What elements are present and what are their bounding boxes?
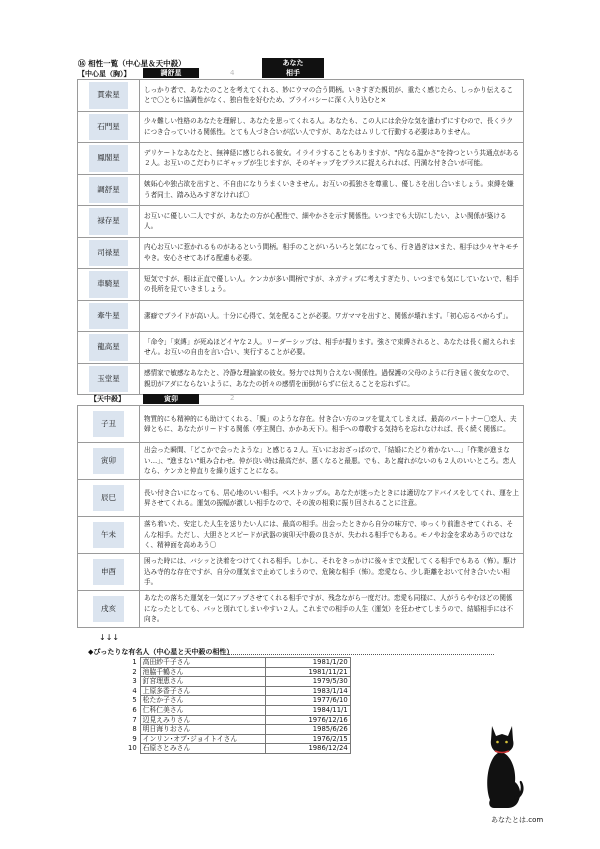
famous-birthdate: 1986/12/24 [265, 744, 350, 754]
star-row [78, 332, 524, 364]
down-arrows: ↓↓↓ [99, 633, 120, 642]
black-cat-illustration [482, 720, 526, 812]
tenchu-row-description: 長い付き合いになっても、居心地のいい相手。ベストカップル。あなたが迷ったときには適切なアドバイスをしてくれ、運を上昇させてくれる。運気の振幅が激しい相手なので、その波の相乗に振り回されることに注意。 [140, 480, 524, 517]
famous-number: 7 [132, 715, 137, 724]
famous-number: 5 [132, 696, 137, 705]
tenchu-row-name: 寅卯 [93, 448, 124, 475]
star-row-description: 「命令」「束縛」が死ぬほどイヤな２人。リーダーシップは、相手が握ります。強さで束縛されると、あなたは長く耐えられません。お互いの自由を言い合い、実行することが必要。 [140, 332, 524, 364]
tenchu-row-description: 出会った瞬間、「どこかで会ったような」と感じる２人。互いにおおざっぱので、「結婚にたどり着かない…」「作業が進まない…」、"進まない"組み合わせ。仲が良い時は最高だが、悪くなると最悪。でも、あと腐れがないのも２人のいいところ。恋人なら、ケンカと仲直りを繰り返すことになる。 [140, 443, 524, 480]
tenchu-row-name-cell [78, 443, 140, 480]
tenchu-row [78, 406, 524, 443]
you-tenchu-value: 寅卯 [143, 394, 199, 404]
page-title: ⑯ 相性一覧（中心星＆天中殺） [78, 59, 186, 68]
star-row-name-cell [78, 332, 140, 364]
tenchu-row [78, 443, 524, 480]
star-row-description: しっかり者で、あなたのことを考えてくれる、妙にウマの合う間柄。いきすぎた親切が、重たく感じたら、しっかり伝えることで〇ともに協調性がなく、独自性を好むため、プライバシーに深く入り込むと× [140, 80, 524, 112]
tenchu-number: 2 [230, 394, 235, 402]
famous-person: インリン･オブ･ジョイトイさん [140, 734, 265, 744]
star-row-name-cell [78, 174, 140, 206]
famous-people-table [126, 657, 351, 754]
tenchu-row-name: 辰巳 [93, 485, 124, 512]
famous-row [126, 696, 350, 706]
star-row-name-cell [78, 269, 140, 301]
famous-person: 明日海りおさん [140, 725, 265, 735]
tenchu-row-name: 申酉 [93, 559, 124, 586]
chushinsei-number: 4 [230, 69, 235, 77]
tenchu-row-name-cell [78, 517, 140, 554]
famous-number: 4 [132, 686, 137, 695]
star-row-name-cell [78, 143, 140, 175]
star-row-name: 禄存星 [89, 208, 128, 235]
famous-birthdate: 1976/12/16 [265, 715, 350, 725]
famous-row [126, 725, 350, 735]
star-row [78, 143, 524, 175]
famous-birthdate: 1976/2/15 [265, 734, 350, 744]
famous-row [126, 677, 350, 687]
famous-person: 仁科仁美さん [140, 705, 265, 715]
star-row-name-cell [78, 363, 140, 395]
famous-number: 10 [128, 744, 137, 753]
star-row-name: 牽牛星 [89, 303, 128, 330]
you-chushinsei-value: 調舒星 [143, 68, 199, 78]
star-row-name-cell [78, 111, 140, 143]
partner-label: 相手 [262, 68, 324, 78]
site-name: あなたとは.com [491, 816, 544, 824]
tenchu-row-name: 戌亥 [93, 596, 124, 623]
dotted-divider [228, 654, 494, 655]
famous-person: 釘宮理恵さん [140, 677, 265, 687]
famous-row [126, 686, 350, 696]
famous-birthdate: 1981/1/20 [265, 658, 350, 668]
star-row-name-cell [78, 206, 140, 238]
star-row [78, 269, 524, 301]
star-row-name: 龍高星 [89, 334, 128, 361]
famous-birthdate: 1983/1/14 [265, 686, 350, 696]
tenchu-row-description: 困った時には、バシッと決着をつけてくれる相手。しかし、それをきっかけに後々まで支配してくる相手でもある（怖）。駆け込み寺的な存在ですが、自分の運気まで止めてしまうので、危険な相手（怖）。恋愛なら、少し距離をおいて付き合いたい相手。 [140, 554, 524, 591]
star-row [78, 363, 524, 395]
star-row [78, 111, 524, 143]
star-row-description: 内心お互いに惹かれるものがあるという間柄。相手のことがいろいろと気になっても、行き過ぎは×また、相手は少々ヤキモチやき。安心させてあげる配慮も必要。 [140, 237, 524, 269]
star-row-description: 短気ですが、根は正直で優しい人。ケンカが多い間柄ですが、ネガティブに考えすぎたり、いつまでも気にしていないで、相手の長所を見ていきましょう。 [140, 269, 524, 301]
famous-person: 松たか子さん [140, 696, 265, 706]
tenchu-row-description: あなたの落ちた運気を一気にアップさせてくれる相手ですが、残念ながら一度だけ。恋愛も同様に、人がうらやむほどの関係になったとしても、パッと別れてしまいやすい２人。これまでの相手の人生（運気）を狂わせてしまうので、結婚相手には不向き。 [140, 591, 524, 628]
star-row-name-cell [78, 237, 140, 269]
section-tenchu-label: 【天中殺】 [90, 395, 125, 403]
famous-birthdate: 1979/5/30 [265, 677, 350, 687]
famous-birthdate: 1984/11/1 [265, 705, 350, 715]
star-row-name: 調舒星 [89, 177, 128, 204]
famous-heading: ◆ぴったりな有名人（中心星と天中殺の相性） [88, 648, 234, 656]
star-row-name-cell [78, 80, 140, 112]
star-row-name-cell [78, 300, 140, 332]
famous-person: 池脇千鶴さん [140, 667, 265, 677]
star-row [78, 174, 524, 206]
famous-number: 1 [132, 658, 137, 666]
star-row-name: 玉堂星 [89, 366, 128, 393]
famous-row [126, 667, 350, 677]
star-compatibility-table [77, 79, 524, 395]
tenchu-row-name: 子丑 [93, 411, 124, 438]
star-row-description: お互いに優しい二人ですが、あなたの方が心配性で、細やかさを示す関係性。いつまでも大切にしたい、よい関係が築ける人。 [140, 206, 524, 238]
famous-number: 8 [132, 725, 137, 734]
tenchu-row-description: 落ち着いた、安定した人生を送りたい人には、最高の相手。出会ったときから自分の味方で、ゆっくり前進させてくれる、そんな相手。ただし、大胆さとスピードが武器の寅卯天中殺の良さが、失われる相手でもある。モノやお金を求めあうのではなく、精神面を高めあう〇 [140, 517, 524, 554]
tenchu-row-name-cell [78, 480, 140, 517]
famous-birthdate: 1981/11/21 [265, 667, 350, 677]
star-row-name: 司禄星 [89, 240, 128, 267]
famous-number: 3 [132, 677, 137, 686]
tenchu-row [78, 554, 524, 591]
star-row [78, 300, 524, 332]
famous-person: 上原多香子さん [140, 686, 265, 696]
star-row-description: 潔癖でプライドが高い人。十分に心得て、気を配ることが必要。ワガママを出すと、関係が壊れます。「初心忘るべからず」。 [140, 300, 524, 332]
you-label: あなた [262, 58, 324, 68]
famous-row [126, 744, 350, 754]
famous-row [126, 734, 350, 744]
star-row-description: 嫉妬心や独占欲を出すと、不自由になりうまくいきません。お互いの孤独さを尊重し、優しさを出し合いましょう。束縛を嫌う者同士、踏み込みすぎなければ〇 [140, 174, 524, 206]
tenchu-row-name-cell [78, 591, 140, 628]
famous-birthdate: 1985/6/26 [265, 725, 350, 735]
famous-row [126, 705, 350, 715]
tenchu-row [78, 517, 524, 554]
famous-birthdate: 1977/6/10 [265, 696, 350, 706]
famous-person: 高田紗千子さん [140, 658, 265, 668]
famous-number: 9 [132, 734, 137, 743]
tenchu-row-name-cell [78, 406, 140, 443]
tenchu-row [78, 591, 524, 628]
star-row [78, 237, 524, 269]
star-row [78, 206, 524, 238]
star-row-description: 少々難しい性格のあなたを理解し、あなたを思ってくれる人。あなたも、この人には余分な気を遣わずにすむので、長くラクにつき合っていける関係性。とても人づき合いが広い人ですが、あなたはムリして行動する必要はありません。 [140, 111, 524, 143]
famous-row [126, 715, 350, 725]
famous-row [126, 658, 350, 668]
tenchu-row-name: 午未 [93, 522, 124, 549]
star-row-name: 車騎星 [89, 271, 128, 298]
star-row [78, 80, 524, 112]
star-row-name: 貫索星 [89, 82, 128, 109]
tenchu-row [78, 480, 524, 517]
section-chushinsei-label: 【中心星（胸）】 [78, 70, 131, 78]
tenchu-row-description: 物質的にも精神的にも助けてくれる、「親」のような存在。付き合い方のコツを覚えてしまえば、最高のパートナー〇恋人、夫婦ともに、あなたがリードする関係（亭主関白、かかあ天下）。相手への尊敬する気持ちを忘れなければ、長く続く関係に。 [140, 406, 524, 443]
star-row-name: 石門星 [89, 114, 128, 141]
star-row-name: 鳳閣星 [89, 145, 128, 172]
star-row-description: 感情家で敏感なあなたと、冷静な理論家の彼女。努力では判り合えない関係性。過保護の父母のように行き届く彼女なので、親切がアダにならないように、あなたの折々の感情を面倒がらずに伝えることを忘れずに。 [140, 363, 524, 395]
famous-number: 2 [132, 667, 137, 676]
famous-person: 石原さとみさん [140, 744, 265, 754]
famous-number: 6 [132, 705, 137, 714]
star-row-description: デリケートなあなたと、無神経に感じられる彼女。イライラすることもありますが、"内なる温かさ"を持つという共通点がある２人。お互いのこだわりにギャップが生じますが、そのギャップをプラスに捉えられれば、円満な付き合いが可能。 [140, 143, 524, 175]
tenchu-compatibility-table [77, 405, 524, 628]
tenchu-row-name-cell [78, 554, 140, 591]
famous-person: 辺見えみりさん [140, 715, 265, 725]
